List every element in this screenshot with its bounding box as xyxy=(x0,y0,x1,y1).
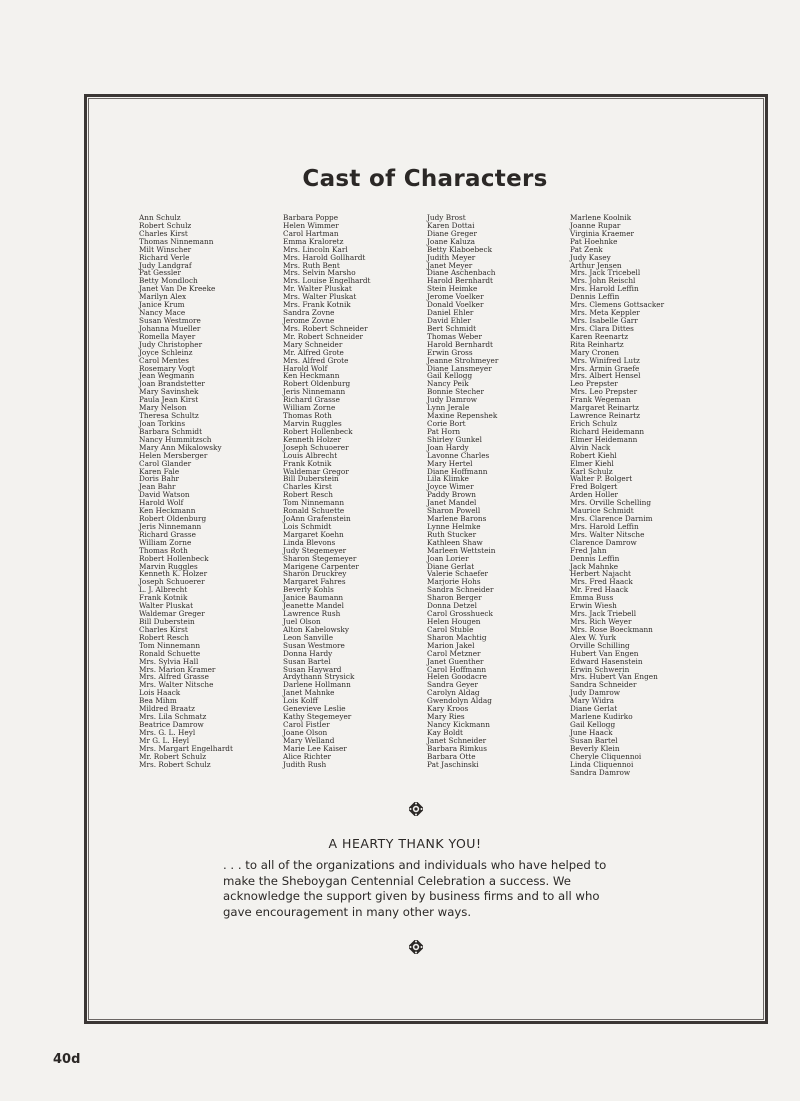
cast-name: Karen Reenartz xyxy=(570,331,629,341)
cast-name: Arthur Jensen xyxy=(570,260,622,270)
cast-name: Mrs. Jack Triebell xyxy=(570,609,637,619)
cast-name: Linda Blevons xyxy=(283,537,336,547)
cast-name: Bill Duberstein xyxy=(283,474,339,484)
cast-name: Margaret Reinartz xyxy=(570,403,639,413)
cast-name: Mary Ann Mikalowsky xyxy=(139,442,222,452)
cast-name: Donna Hardy xyxy=(283,648,333,658)
cast-name: Robert Oldenburg xyxy=(283,379,351,389)
cast-name: Frank Wegeman xyxy=(570,395,631,405)
cast-name: Jerome Voelker xyxy=(427,292,484,302)
cast-name: Jeanette Mandel xyxy=(283,601,344,611)
cast-name: Elmer Kiehl xyxy=(570,458,614,468)
cast-name: Joan Torkins xyxy=(139,418,186,428)
cast-name: Joyce Wimer xyxy=(427,482,474,492)
cast-name: Carol Hartman xyxy=(283,228,339,238)
cast-name: Mary Savinshek xyxy=(139,387,199,397)
cast-name: Mr. Walter Pluskat xyxy=(283,284,352,294)
cast-name: Harold Bernhardt xyxy=(427,276,493,286)
cast-name: Donna Detzel xyxy=(427,601,477,611)
cast-name: Stein Heimke xyxy=(427,284,478,294)
cast-name: Mrs. Isabelle Garr xyxy=(570,315,638,325)
cast-name: Kary Kroos xyxy=(427,704,469,714)
cast-name: Robert Hollenbeck xyxy=(283,426,353,436)
cast-name: Kathy Stegemeyer xyxy=(283,712,352,722)
cast-name: Karen Fale xyxy=(139,466,180,476)
cast-name: Mr. Robert Schneider xyxy=(283,331,364,341)
cast-name: Carol Fistler xyxy=(283,720,330,729)
cast-name: Marjorie Hohs xyxy=(427,577,481,587)
cast-name: Lavonne Charles xyxy=(427,450,490,460)
cast-name: Doris Bahr xyxy=(139,474,180,484)
cast-column-1 xyxy=(139,214,233,769)
cast-name: June Haack xyxy=(570,727,613,737)
cast-name: Rosemary Vogt xyxy=(139,363,195,373)
cast-name: Joan Hardy xyxy=(427,442,469,452)
cast-name: Mrs. Albert Hensel xyxy=(570,371,641,381)
cast-name: Mrs. Frank Kotnik xyxy=(283,300,351,310)
cast-name: Gail Kellogg xyxy=(570,720,616,729)
cast-name: Beverly Klein xyxy=(570,743,620,753)
cast-name: Barbara Poppe xyxy=(283,213,339,222)
cast-name: Richard Grasse xyxy=(139,529,196,539)
cast-name: Helen Wimmer xyxy=(283,220,339,230)
cast-name: Juel Olson xyxy=(283,617,321,627)
cast-name: Ronald Schuette xyxy=(283,506,345,516)
cast-column-3 xyxy=(427,214,498,769)
ornament-icon xyxy=(409,802,423,816)
cast-name: Sharon Stegemeyer xyxy=(283,553,357,563)
cast-name: Alice Richter xyxy=(283,751,332,761)
cast-name: Erwin Wiesh xyxy=(570,601,617,611)
cast-name: Jean Wegmann xyxy=(139,371,195,381)
cast-name: Mary Widra xyxy=(570,696,614,706)
cast-name: Mildred Braatz xyxy=(139,704,195,714)
cast-name: Susan Hayward xyxy=(283,664,342,674)
cast-name: Robert Oldenburg xyxy=(139,514,207,524)
cast-name: Pat Jaschinski xyxy=(427,759,479,769)
cast-name: Kathleen Shaw xyxy=(427,537,483,547)
cast-name: Marlene Koolnik xyxy=(570,213,632,222)
cast-name: Mrs. Marion Kramer xyxy=(139,664,216,674)
cast-name: Erwin Gross xyxy=(427,347,473,357)
cast-name: Lila Klimke xyxy=(427,474,469,484)
cast-name: Sandra Damrow xyxy=(570,767,631,777)
cast-name: Lois Haack xyxy=(139,688,181,698)
cast-name: Nancy Hummitzsch xyxy=(139,434,212,444)
cast-name: Mr. Fred Haack xyxy=(570,585,629,595)
cast-name: Erwin Schwerin xyxy=(570,664,630,674)
cast-name: Janice Baumann xyxy=(283,593,344,603)
cast-name: Carolyn Aldag xyxy=(427,688,480,698)
thanks-heading: A HEARTY THANK YOU! xyxy=(328,836,482,851)
cast-name: Helen Goodacre xyxy=(427,672,487,682)
cast-name: Mr. Robert Schulz xyxy=(139,751,207,761)
cast-name: Marigene Carpenter xyxy=(283,561,359,571)
cast-name: Richard Heidemann xyxy=(570,426,645,436)
cast-name: Bill Duberstein xyxy=(139,617,195,627)
cast-name: Pat Gessler xyxy=(139,268,181,278)
cast-name: Mary Schneider xyxy=(283,339,343,349)
cast-name: Rita Reinhartz xyxy=(570,339,624,349)
cast-name: Bert Schmidt xyxy=(427,323,477,333)
cast-name: Judy Damrow xyxy=(427,395,477,405)
cast-name: Janice Krum xyxy=(139,300,185,310)
cast-name: Judy Stegemeyer xyxy=(283,545,347,555)
cast-name: Dennis Leffin xyxy=(570,553,620,563)
cast-name: Marilyn Alex xyxy=(139,292,187,302)
cast-name: Lawrence Rush xyxy=(283,609,341,619)
cast-name: Ken Heckmann xyxy=(139,506,196,516)
cast-name: Mrs. Robert Schneider xyxy=(283,323,368,333)
cast-name: Arden Holler xyxy=(570,490,618,500)
cast-name: Lois Schmidt xyxy=(283,521,332,531)
cast-name: Gail Kellogg xyxy=(427,371,473,381)
cast-name: Sharon Berger xyxy=(427,593,482,603)
cast-name: Kenneth K. Holzer xyxy=(139,569,208,579)
cast-name: Carol Glander xyxy=(139,458,192,468)
cast-name: Betty Klaboebeck xyxy=(427,244,493,254)
cast-name: Lynn Jerale xyxy=(427,403,470,413)
cast-name: Thomas Roth xyxy=(139,545,188,555)
cast-name: Barbara Otte xyxy=(427,751,476,761)
cast-name: Susan Bartel xyxy=(570,735,618,745)
cast-name: Gwendolyn Aldag xyxy=(427,696,492,706)
cast-name: Susan Westmore xyxy=(283,640,345,650)
cast-name: Judy Brost xyxy=(427,213,466,222)
cast-name: Marlene Barons xyxy=(427,514,487,524)
cast-name: Mrs. Robert Schulz xyxy=(139,759,211,769)
cast-name: Fred Jahn xyxy=(570,545,607,555)
cast-name: Elmer Heidemann xyxy=(570,434,638,444)
cast-name: Carol Hoffmann xyxy=(427,664,487,674)
cast-name: Mrs. Ruth Bent xyxy=(283,260,340,270)
cast-name: Mary Hertel xyxy=(427,458,473,468)
cast-name: Tom Ninnemann xyxy=(283,498,345,508)
cast-name: Nancy Peik xyxy=(427,379,469,389)
cast-name: Cheryle Cliquennoi xyxy=(570,751,642,761)
cast-name: Barbara Rimkus xyxy=(427,743,487,753)
cast-name: Ronald Schuette xyxy=(139,648,201,658)
cast-name: Sandra Geyer xyxy=(427,680,478,690)
cast-name: Margaret Koehn xyxy=(283,529,344,539)
cast-name: Robert Resch xyxy=(283,490,333,500)
cast-name: Robert Kiehl xyxy=(570,450,617,460)
cast-name: Jack Mahnke xyxy=(570,561,619,571)
cast-name: Mrs. Walter Nitsche xyxy=(570,529,645,539)
cast-name: Mrs. Armin Graefe xyxy=(570,363,640,373)
cast-name: Judith Rush xyxy=(283,759,327,769)
cast-name: Marie Lee Kaiser xyxy=(283,743,347,753)
cast-name: Barbara Schmidt xyxy=(139,426,203,436)
cast-name: Leo Prepster xyxy=(570,379,618,389)
cast-name: Bea Mihm xyxy=(139,696,177,706)
cast-name: Janet Mahnke xyxy=(283,688,335,698)
cast-name: Pat Horn xyxy=(427,426,461,436)
cast-name: Sandra Zovne xyxy=(283,308,335,318)
cast-name: Janet Schneider xyxy=(427,735,487,745)
cast-name: Charles Kirst xyxy=(283,482,332,492)
cast-name: Judy Kasey xyxy=(570,252,611,262)
cast-name: Carol Metzner xyxy=(427,648,481,658)
cast-name: Leon Sanville xyxy=(283,632,334,642)
cast-name: Robert Schulz xyxy=(139,220,192,230)
cast-name: Mrs. Hubert Van Engen xyxy=(570,672,658,682)
cast-name: Walter Pluskat xyxy=(139,601,193,611)
cast-name: Mrs. Sylvia Hall xyxy=(139,656,199,666)
cast-name: Waldemar Gregor xyxy=(283,466,349,476)
cast-name: Susan Westmore xyxy=(139,315,201,325)
cast-name: Sharon Machtig xyxy=(427,632,487,642)
cast-name: Marlene Kudirko xyxy=(570,712,633,722)
cast-name: Betty Mondloch xyxy=(139,276,198,286)
cast-name: Mrs. Harold Leffin xyxy=(570,521,639,531)
cast-name: Janet Meyer xyxy=(427,260,473,270)
cast-name: Mrs. Selvin Marsho xyxy=(283,268,356,278)
cast-name: Janet Van De Kreeke xyxy=(139,284,216,294)
cast-name: Jean Bahr xyxy=(139,482,176,492)
cast-name: Mrs. Alfred Grote xyxy=(283,355,349,365)
cast-name: Mrs. John Reischl xyxy=(570,276,636,286)
cast-name: Marvin Ruggles xyxy=(283,418,342,428)
cast-name: Janet Mandel xyxy=(427,498,477,508)
cast-name: Charles Kirst xyxy=(139,228,188,238)
cast-name: Pat Zenk xyxy=(570,244,603,254)
cast-name: Kenneth Holzer xyxy=(283,434,341,444)
cast-name: Mr G. L. Heyl xyxy=(139,735,190,745)
cast-name: Kay Boldt xyxy=(427,727,463,737)
cast-name: Robert Resch xyxy=(139,632,189,642)
cast-name: Diane Gerlat xyxy=(570,704,618,714)
cast-name: Mrs. Fred Haack xyxy=(570,577,633,587)
cast-name: Richard Verle xyxy=(139,252,190,262)
cast-name: Charles Kirst xyxy=(139,624,188,634)
cast-name: Lynne Helmke xyxy=(427,521,481,531)
cast-name: Pat Hoehnke xyxy=(570,236,618,246)
cast-name: Theresa Schultz xyxy=(139,411,199,421)
cast-name: Beatrice Damrow xyxy=(139,720,204,729)
cast-name: Judith Meyer xyxy=(427,252,476,262)
cast-name: Sandra Schneider xyxy=(570,680,637,690)
cast-name: Erich Schulz xyxy=(570,418,617,428)
cast-name: Robert Hollenbeck xyxy=(139,553,209,563)
cast-name: Margaret Fahres xyxy=(283,577,346,587)
cast-list xyxy=(0,214,800,784)
cast-name: Hubert Van Engen xyxy=(570,648,639,658)
cast-name: Mrs. Winifred Lutz xyxy=(570,355,640,365)
cast-name: Mrs. Leo Prepster xyxy=(570,387,638,397)
cast-name: Joyce Schleinz xyxy=(139,347,193,357)
cast-name: Virginia Kraemer xyxy=(570,228,635,238)
cast-name: Diane Lansmeyer xyxy=(427,363,492,373)
cast-name: Waldemar Greger xyxy=(139,609,205,619)
ornament-icon xyxy=(409,940,423,954)
cast-name: Daniel Ehler xyxy=(427,308,474,318)
cast-name: Janet Guenther xyxy=(427,656,484,666)
page-number: 40d xyxy=(53,1052,81,1067)
cast-name: Jerome Zovne xyxy=(283,315,335,325)
cast-name: Joseph Schuoerer xyxy=(283,442,349,452)
cast-name: Valerie Schaefer xyxy=(427,569,489,579)
cast-name: Mrs. Clarence Darnim xyxy=(570,514,653,524)
cast-name: Donald Voelker xyxy=(427,300,484,310)
cast-name: Mary Welland xyxy=(283,735,335,745)
cast-name: Mrs. Alfred Grasse xyxy=(139,672,209,682)
cast-name: Maxine Repenshek xyxy=(427,411,498,421)
cast-name: Shirley Gunkel xyxy=(427,434,482,444)
page-title: Cast of Characters xyxy=(302,166,548,192)
cast-name: Judy Damrow xyxy=(570,688,620,698)
cast-name: Karen Dottai xyxy=(427,220,475,230)
cast-name: Mrs. Meta Keppler xyxy=(570,308,640,318)
cast-name: Romella Mayer xyxy=(139,331,196,341)
cast-name: Joan Brandstetter xyxy=(139,379,205,389)
cast-name: Karl Schulz xyxy=(570,466,613,476)
cast-name: Frank Kotnik xyxy=(139,593,188,603)
cast-name: Ardythann Strysick xyxy=(283,672,355,682)
cast-name: Harold Wolf xyxy=(283,363,328,373)
cast-name: JoAnn Grafenstein xyxy=(283,514,351,524)
cast-name: Thomas Ninnemann xyxy=(139,236,214,246)
cast-name: Jeris Ninnemann xyxy=(283,387,346,397)
cast-name: Diane Hoffmann xyxy=(427,466,488,476)
cast-name: Linda Cliquennoi xyxy=(570,759,634,769)
cast-name: Sharon Druckrey xyxy=(283,569,347,579)
cast-name: Emma Kraloretz xyxy=(283,236,344,246)
cast-name: Helen Hougen xyxy=(427,617,481,627)
cast-name: Mr. Alfred Grote xyxy=(283,347,344,357)
cast-name: Milt Winscher xyxy=(139,244,192,254)
cast-name: Thomas Weber xyxy=(427,331,482,341)
cast-name: Mrs. G. L. Heyl xyxy=(139,727,196,737)
cast-name: Diane Aschenbach xyxy=(427,268,496,278)
cast-name: Mary Nelson xyxy=(139,403,187,413)
cast-name: Mrs. Clemens Gottsacker xyxy=(570,300,665,310)
cast-name: Fred Bolgert xyxy=(570,482,618,492)
cast-name: David Ehler xyxy=(427,315,471,325)
cast-name: Susan Bartel xyxy=(283,656,331,666)
cast-name: Mrs. Louise Engelhardt xyxy=(283,276,371,286)
cast-name: Harold Wolf xyxy=(139,498,184,508)
cast-name: Walter P. Bolgert xyxy=(570,474,633,484)
cast-name: Paddy Brown xyxy=(427,490,476,500)
cast-name: Genevieve Leslie xyxy=(283,704,346,714)
cast-name: Diane Greger xyxy=(427,228,477,238)
cast-name: Harold Bernhardt xyxy=(427,339,493,349)
cast-name: Bonnie Stecher xyxy=(427,387,484,397)
cast-name: Ruth Stucker xyxy=(427,529,477,539)
cast-name: William Zorne xyxy=(283,403,336,413)
cast-name: Mrs. Rose Boeckmann xyxy=(570,624,653,634)
cast-name: William Zorne xyxy=(139,537,192,547)
cast-name: Jeanne Strohmeyer xyxy=(427,355,499,365)
cast-name: Mrs. Rich Weyer xyxy=(570,617,632,627)
cast-name: Mrs. Jack Tricebell xyxy=(570,268,641,278)
cast-name: Alex W. Yurk xyxy=(570,632,617,642)
cast-name: Richard Grasse xyxy=(283,395,340,405)
cast-name: Mrs. Orville Schelling xyxy=(570,498,652,508)
cast-name: Mary Cronen xyxy=(570,347,619,357)
cast-name: Clarence Damrow xyxy=(570,537,637,547)
cast-name: Alton Kabelowsky xyxy=(283,624,349,634)
cast-name: Joseph Schuoerer xyxy=(139,577,205,587)
cast-name: Mrs. Margart Engelhardt xyxy=(139,743,233,753)
cast-name: Sandra Schneider xyxy=(427,585,494,595)
cast-name: Mrs. Harold Leffin xyxy=(570,284,639,294)
cast-name: Herbert Najacht xyxy=(570,569,631,579)
cast-name: Helen Mersberger xyxy=(139,450,208,460)
cast-name: Joanne Rupar xyxy=(570,220,621,230)
cast-name: Mrs. Lila Schmatz xyxy=(139,712,207,722)
cast-name: Judy Landgraf xyxy=(139,260,192,270)
cast-name: Paula Jean Kirst xyxy=(139,395,199,405)
cast-name: Thomas Roth xyxy=(283,411,332,421)
cast-name: Nancy Kickmann xyxy=(427,720,490,729)
cast-column-4 xyxy=(570,214,664,776)
cast-name: Marvin Ruggles xyxy=(139,561,198,571)
cast-name: Carol Mentes xyxy=(139,355,189,365)
cast-name: Lawrence Reinartz xyxy=(570,411,641,421)
cast-name: Mrs. Clara Dittes xyxy=(570,323,634,333)
cast-name: Jeris Ninnemann xyxy=(139,521,202,531)
cast-name: Emma Buss xyxy=(570,593,614,603)
cast-name: Alvin Nack xyxy=(570,442,611,452)
cast-name: Orville Schilling xyxy=(570,640,630,650)
cast-name: Corie Bort xyxy=(427,418,466,428)
cast-name: Johanna Mueller xyxy=(139,323,201,333)
cast-name: Joane Olson xyxy=(283,727,328,737)
cast-name: Nancy Mace xyxy=(139,308,186,318)
cast-name: Mrs. Harold Gollhardt xyxy=(283,252,366,262)
thanks-body: . . . to all of the organizations and individuals who have helped to make the Sheboygan Centennial Celebration a success. We acknowledge the support given by business firms and to all who gave encouragement in many other ways. xyxy=(223,858,607,919)
cast-name: Marleen Wettstein xyxy=(427,545,496,555)
cast-name: Frank Kotnik xyxy=(283,458,332,468)
cast-name: Lois Kolff xyxy=(283,696,318,706)
cast-name: Judy Christopher xyxy=(139,339,203,349)
cast-name: Maurice Schmidt xyxy=(570,506,634,516)
cast-name: Carol Grosshueck xyxy=(427,609,493,619)
cast-name: Tom Ninnemann xyxy=(139,640,201,650)
cast-name: Ken Heckmann xyxy=(283,371,340,381)
cast-column-2 xyxy=(283,214,371,769)
cast-name: Carol Stuble xyxy=(427,624,474,634)
cast-name: Mary Ries xyxy=(427,712,465,722)
cast-name: Sharon Powell xyxy=(427,506,481,516)
cast-name: Louis Albrecht xyxy=(283,450,338,460)
cast-name: Diane Gerlat xyxy=(427,561,475,571)
cast-name: Ann Schulz xyxy=(139,213,181,222)
cast-name: David Watson xyxy=(139,490,190,500)
cast-name: Darlene Hollmann xyxy=(283,680,351,690)
cast-name: Mrs. Lincoln Karl xyxy=(283,244,348,254)
cast-name: Marion Jakel xyxy=(427,640,475,650)
cast-name: L. J. Albrecht xyxy=(139,585,188,595)
cast-name: Joane Kaluza xyxy=(427,236,476,246)
cast-name: Edward Hasenstein xyxy=(570,656,643,666)
cast-name: Joan Lorier xyxy=(427,553,469,563)
cast-name: Dennis Leffin xyxy=(570,292,620,302)
cast-name: Mrs. Walter Pluskat xyxy=(283,292,357,302)
cast-name: Mrs. Walter Nitsche xyxy=(139,680,214,690)
cast-name: Beverly Kohls xyxy=(283,585,334,595)
